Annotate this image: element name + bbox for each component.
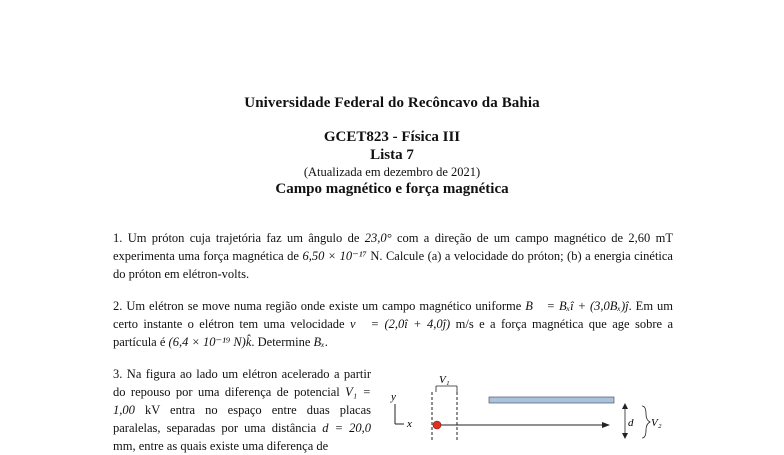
topic-title: Campo magnético e força magnética: [275, 181, 509, 197]
capacitor-figure: [380, 368, 680, 441]
distance-arrow-up: [622, 403, 628, 409]
p2-text-3: m/s e a força magnética que age sobre a partícula é: [113, 317, 673, 349]
electron: [433, 421, 441, 429]
v2-brace: [642, 406, 650, 438]
p1-text-1: 1. Um próton cuja trajetória faz um ângulo de: [113, 231, 365, 245]
p2-field: B⃗ = Bₓî + (3,0Bₓ)ĵ: [525, 299, 629, 313]
electron-path-arrowhead: [602, 422, 610, 428]
p2-target: Bₓ: [313, 335, 325, 349]
p2-text-5: .: [324, 335, 328, 349]
list-title: Lista 7: [370, 147, 414, 163]
p1-angle: 23,0°: [364, 231, 392, 245]
problem-1: [113, 229, 673, 283]
p3-distance: d = 20,0: [322, 421, 371, 435]
capacitor-plate-top: [489, 397, 614, 403]
p1-text-3: N. Calcule (a) a velocidade do próton; (b) a energia cinética do próton em elétron-volts.: [113, 249, 673, 281]
p1-text-2: com a direção de um campo magnético de 2,60 mT experimenta uma força magnética de: [113, 231, 673, 263]
p2-text-4: . Determine: [251, 335, 314, 349]
label-v2: V₂: [651, 417, 662, 429]
axis-x-label: x: [407, 418, 412, 430]
p2-velocity: v⃗ = (2,0î + 4,0ĵ): [349, 317, 451, 331]
p3-text-3: mm, entre as quais existe uma diferença de: [113, 439, 329, 453]
label-v1: V₁: [439, 374, 450, 386]
p3-text-2: kV entra no espaço entre duas placas paralelas, separadas por uma distância: [113, 403, 371, 435]
p1-force: 6,50 × 10⁻¹⁷: [302, 249, 367, 263]
problem-2: [113, 297, 673, 351]
problem-3: [113, 365, 371, 455]
label-d: d: [628, 417, 634, 429]
course-code: GCET823 - Física III: [323, 129, 461, 145]
distance-arrow-down: [622, 433, 628, 439]
p2-force: (6,4 × 10⁻¹⁹ N)k̂: [168, 335, 252, 349]
axis-y-label: y: [391, 391, 396, 403]
institution-title: Universidade Federal do Recôncavo da Bahia: [244, 95, 540, 111]
p3-text-1: 3. Na figura ao lado um elétron acelerado a partir do repouso por uma diferença de potencial: [113, 367, 371, 399]
p3-v1: V₁ = 1,00: [113, 385, 371, 417]
update-note: (Atualizada em dezembro de 2021): [303, 165, 481, 179]
p2-text-1: 2. Um elétron se move numa região onde existe um campo magnético uniforme: [113, 299, 526, 313]
p2-text-2: . Em um certo instante o elétron tem uma velocidade: [113, 299, 673, 331]
